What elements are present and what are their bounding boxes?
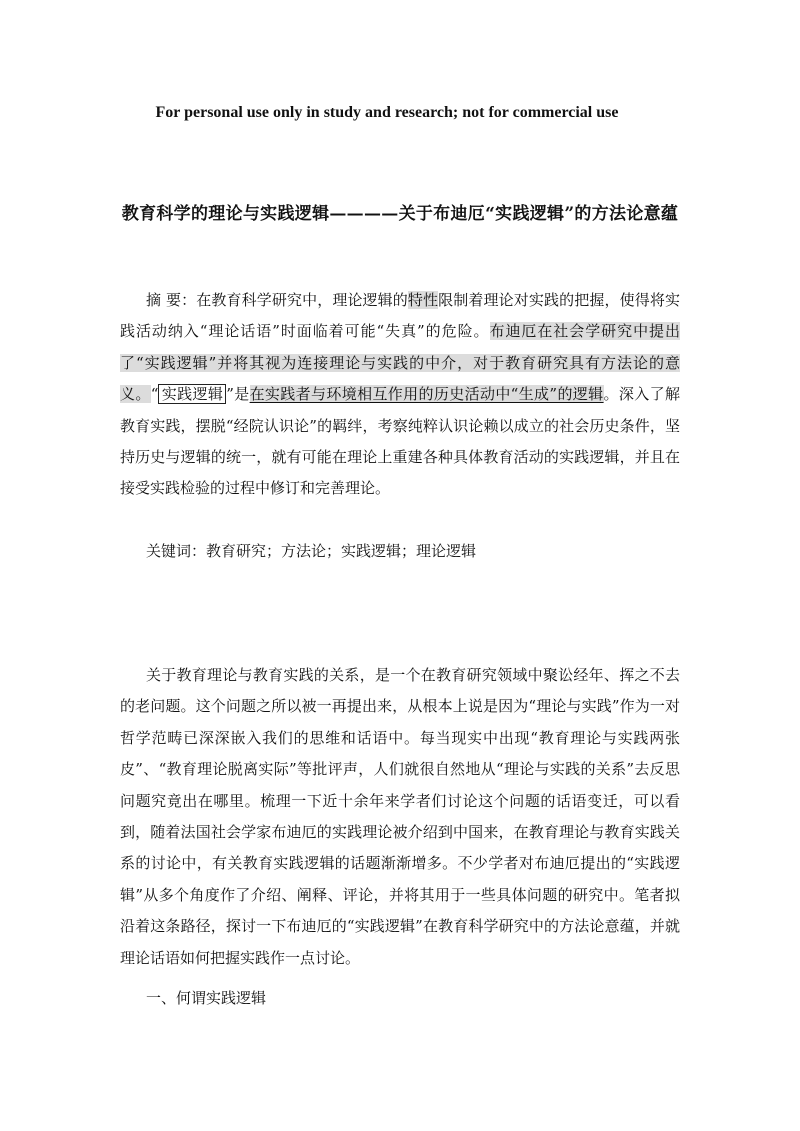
intro-paragraph: 关于教育理论与教育实践的关系，是一个在教育研究领域中聚讼经年、挥之不去的老问题。这个问题之所以被一再提出来，从根本上说是因为“理论与实践”作为一对哲学范畴已深深嵌入我们的思维和话语中。每当现实中出现“教育理论与实践两张皮”、“教育理论脱离实际”等批评声，人们就很自然地从“理论与实践的关系”去反思问题究竟出在哪里。梳理一下近十余年来学者们讨论这个问题的话语变迁，可以看到，随着法国社会学家布迪厄的实践理论被介绍到中国来，在教育理论与教育实践关系的讨论中，有关教育实践逻辑的话题渐渐增多。不少学者对布迪厄提出的“实践逻辑”从多个角度作了介绍、阐释、评论，并将其用于一些具体问题的研究中。笔者拟沿着这条路径，探讨一下布迪厄的“实践逻辑”在教育科学研究中的方法论意蕴，并就理论话语如何把握实践作一点讨论。 bbox=[120, 666, 680, 967]
copyright-notice: For personal use only in study and research; not for commercial use bbox=[155, 104, 619, 121]
section-heading: 一、何谓实践逻辑 bbox=[146, 989, 267, 1007]
highlighted-sentence: 布迪厄在社会学研究中提出了“实践逻辑”并将其视为连接理论与实践的中介，对于教育研究具有方法论的意义。 bbox=[120, 322, 680, 404]
boxed-term: 实践逻辑 bbox=[158, 384, 226, 404]
underlined-definition: 在实践者与环境相互作用的历史活动中“生成”的逻辑 bbox=[249, 385, 604, 404]
abstract-label: 摘 要： bbox=[146, 291, 197, 309]
abstract-text-1: 在教育科学研究中，理论逻辑的 bbox=[196, 291, 408, 309]
abstract-text-3: 。深入了解教育实践，摆脱“经院认识论”的羁绊，考察纯粹认识论赖以成立的社会历史条件，坚持历史与逻辑的统一，就有可能在理论上重建各种具体教育活动的实践逻辑，并且在接受实践检验的过程中修订和完善理论。 bbox=[120, 385, 680, 498]
page-title: 教育科学的理论与实践逻辑————关于布迪厄“实践逻辑”的方法论意蕴 bbox=[121, 204, 679, 224]
quote-open: “ bbox=[150, 385, 159, 404]
keywords-line: 关键词：教育研究；方法论；实践逻辑；理论逻辑 bbox=[146, 542, 477, 560]
abstract-text-2: 限制着理论对实践的把握，使得将实践活动纳入“理论话语”时面临着可能“失真”的危险。 bbox=[120, 291, 680, 341]
quote-close: ”是 bbox=[226, 385, 250, 404]
highlighted-word: 特性 bbox=[407, 291, 439, 309]
abstract-paragraph bbox=[120, 285, 680, 505]
